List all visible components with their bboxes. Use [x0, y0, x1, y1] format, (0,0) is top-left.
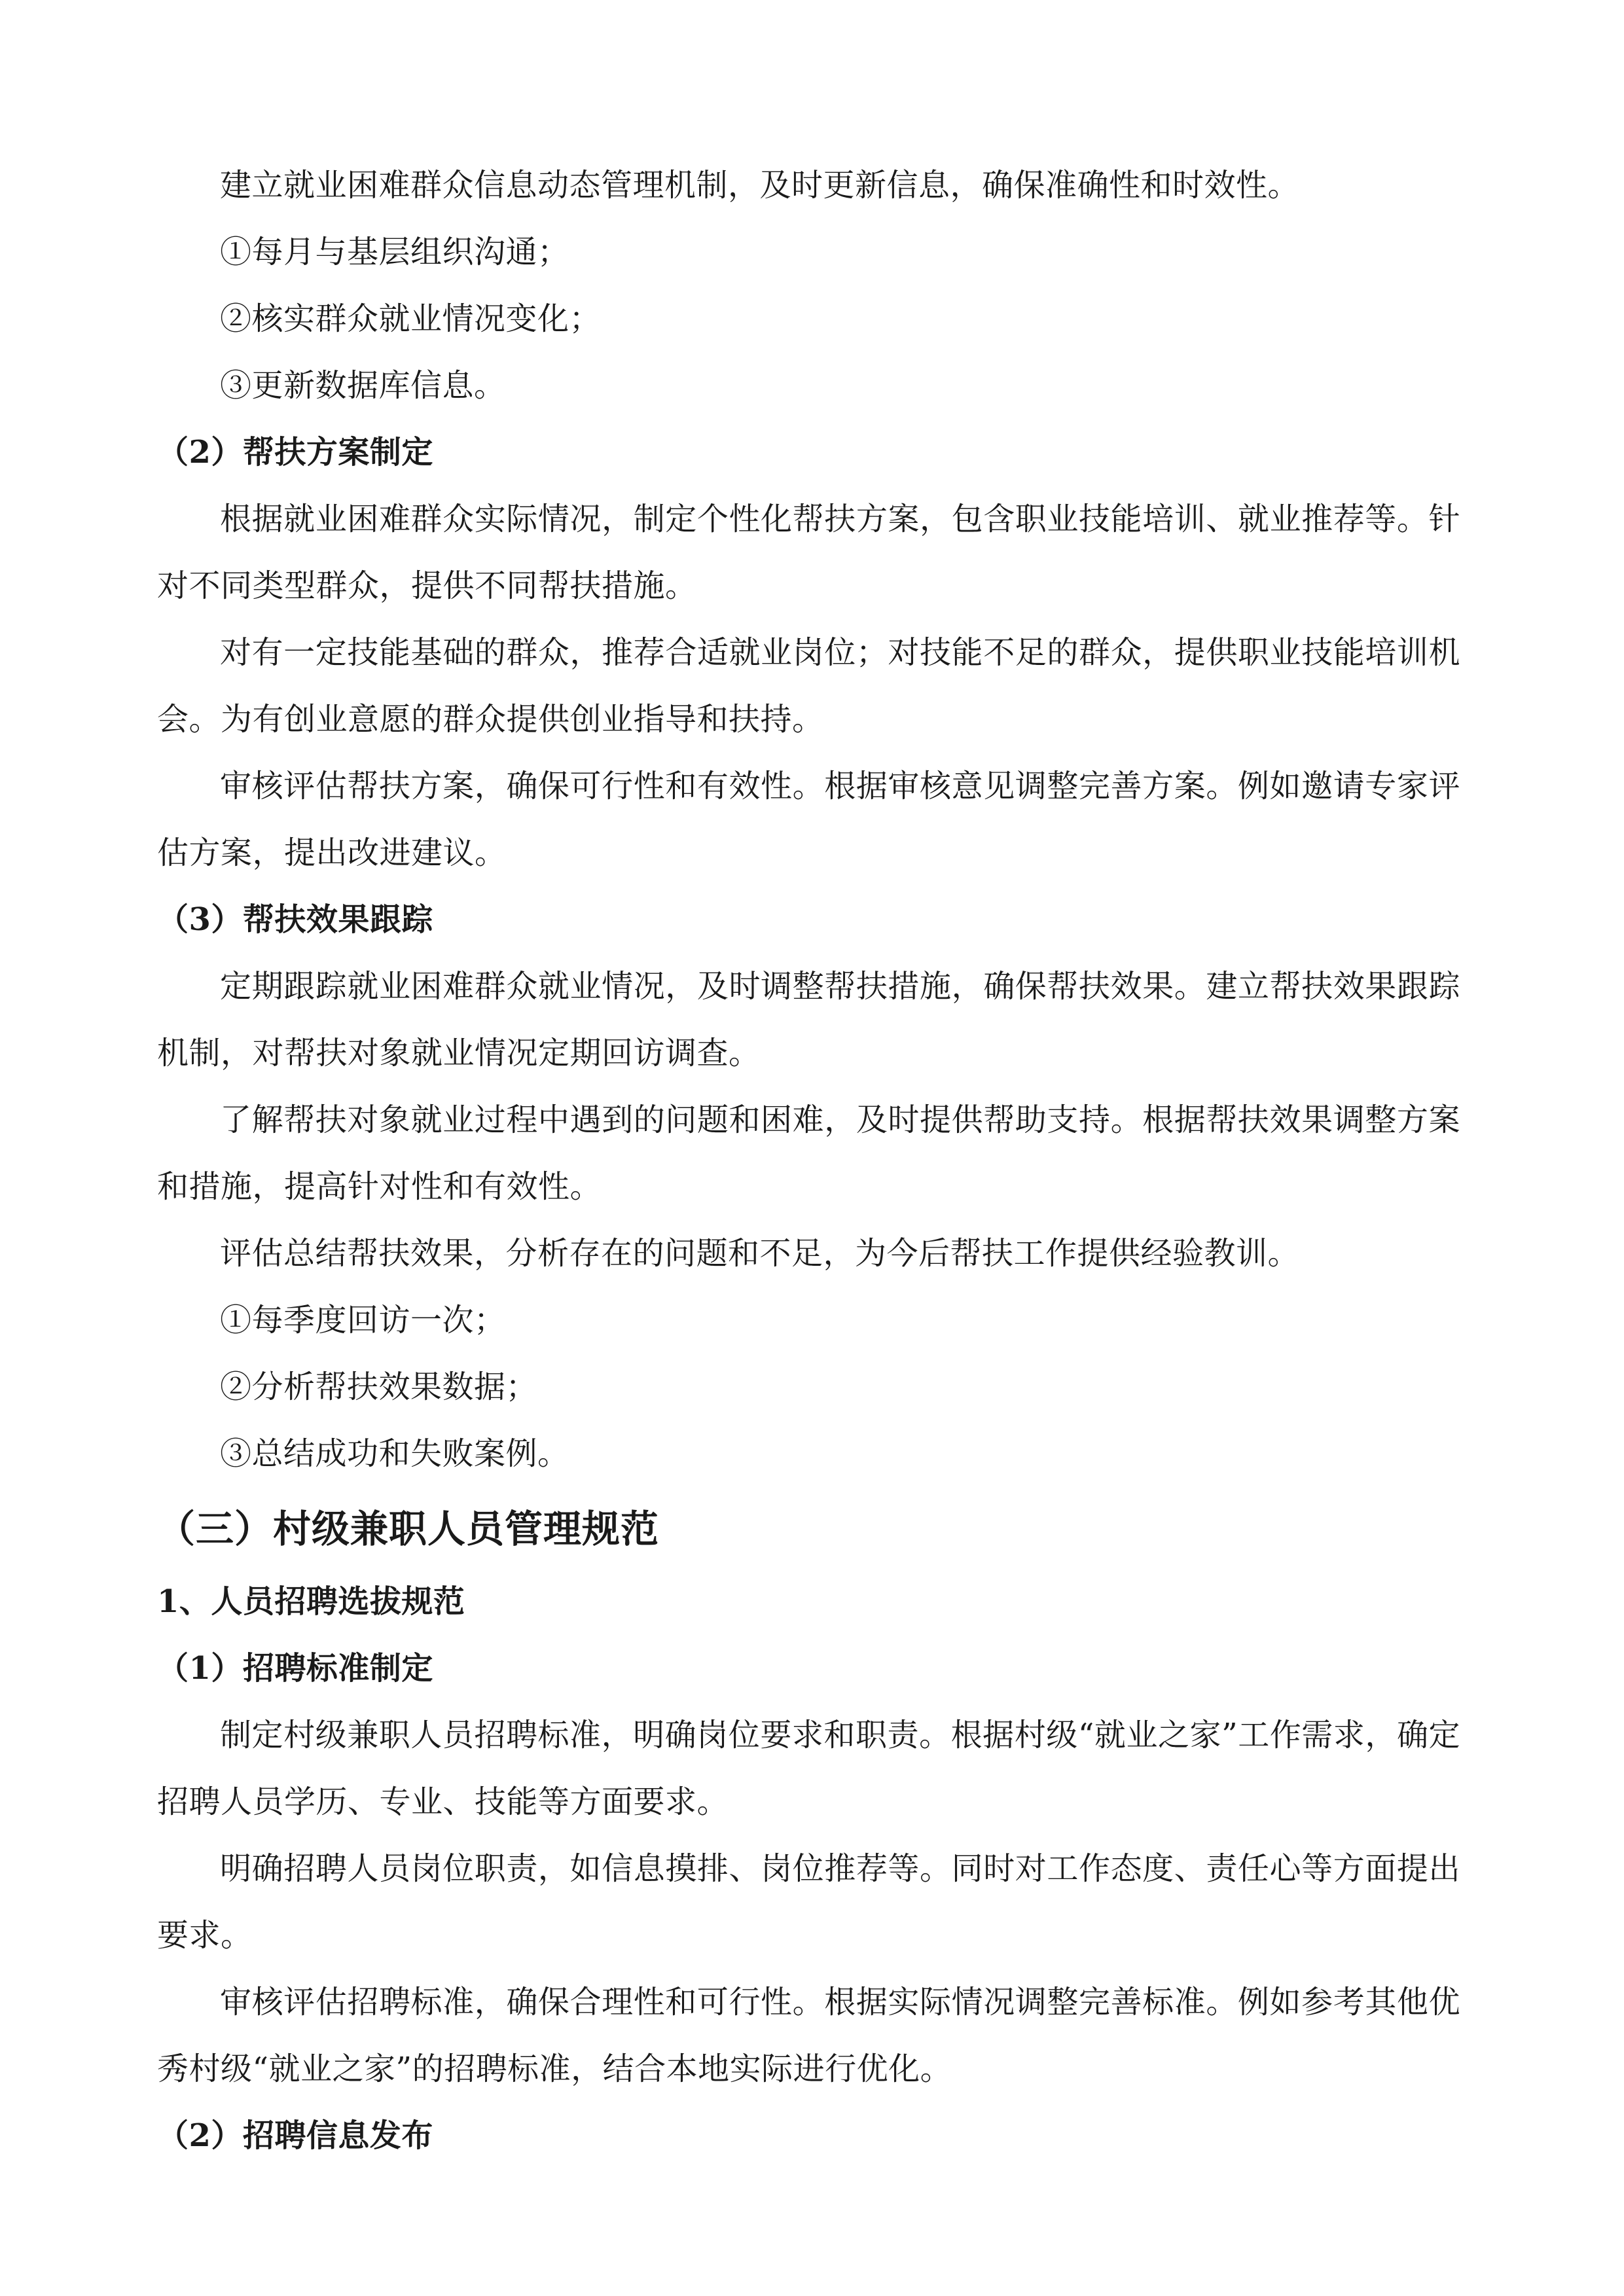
subheading-recruitment-release: （2）招聘信息发布 [157, 2117, 433, 2154]
para-dynamic-management: 建立就业困难群众信息动态管理机制，及时更新信息，确保准确性和时效性。 [220, 167, 1300, 204]
para-plan-personalized: 根据就业困难群众实际情况，制定个性化帮扶方案，包含职业技能培训、就业推荐等。针对不同类型群众，提供不同帮扶措施。 [157, 501, 1460, 604]
section-heading-parttime-staff: （三）村级兼职人员管理规范 [157, 1507, 660, 1551]
para-tracking-regular: 定期跟踪就业困难群众就业情况，及时调整帮扶措施，确保帮扶效果。建立帮扶效果跟踪机制，对帮扶对象就业情况定期回访调查。 [157, 968, 1460, 1071]
para-standards-define: 制定村级兼职人员招聘标准，明确岗位要求和职责。根据村级“就业之家”工作需求，确定招聘人员学历、专业、技能等方面要求。 [157, 1717, 1460, 1820]
subheading-effect-tracking: （3）帮扶效果跟踪 [157, 901, 433, 938]
para-list-item: ②分析帮扶效果数据； [220, 1369, 538, 1405]
para-list-item: ①每季度回访一次； [220, 1302, 506, 1338]
section-title-recruitment: 1、人员招聘选拔规范 [157, 1583, 465, 1620]
para-plan-skills: 对有一定技能基础的群众，推荐合适就业岗位；对技能不足的群众，提供职业技能培训机会。为有创业意愿的群众提供创业指导和扶持。 [157, 634, 1460, 738]
para-tracking-summary: 评估总结帮扶效果，分析存在的问题和不足，为今后帮扶工作提供经验教训。 [220, 1235, 1300, 1272]
para-list-item: ②核实群众就业情况变化； [220, 300, 602, 337]
para-plan-review: 审核评估帮扶方案，确保可行性和有效性。根据审核意见调整完善方案。例如邀请专家评估方案，提出改进建议。 [157, 768, 1460, 871]
subheading-recruitment-standards: （1）招聘标准制定 [157, 1650, 433, 1687]
para-list-item: ③总结成功和失败案例。 [220, 1435, 569, 1472]
para-tracking-problems: 了解帮扶对象就业过程中遇到的问题和困难，及时提供帮助支持。根据帮扶效果调整方案和措施，提高针对性和有效性。 [157, 1102, 1460, 1205]
para-standards-review: 审核评估招聘标准，确保合理性和可行性。根据实际情况调整完善标准。例如参考其他优秀村级“就业之家”的招聘标准，结合本地实际进行优化。 [157, 1984, 1460, 2087]
para-standards-duties: 明确招聘人员岗位职责，如信息摸排、岗位推荐等。同时对工作态度、责任心等方面提出要求。 [157, 1850, 1460, 1954]
para-list-item: ③更新数据库信息。 [220, 367, 506, 404]
para-list-item: ①每月与基层组织沟通； [220, 234, 569, 270]
subheading-assistance-plan: （2）帮扶方案制定 [157, 434, 433, 471]
